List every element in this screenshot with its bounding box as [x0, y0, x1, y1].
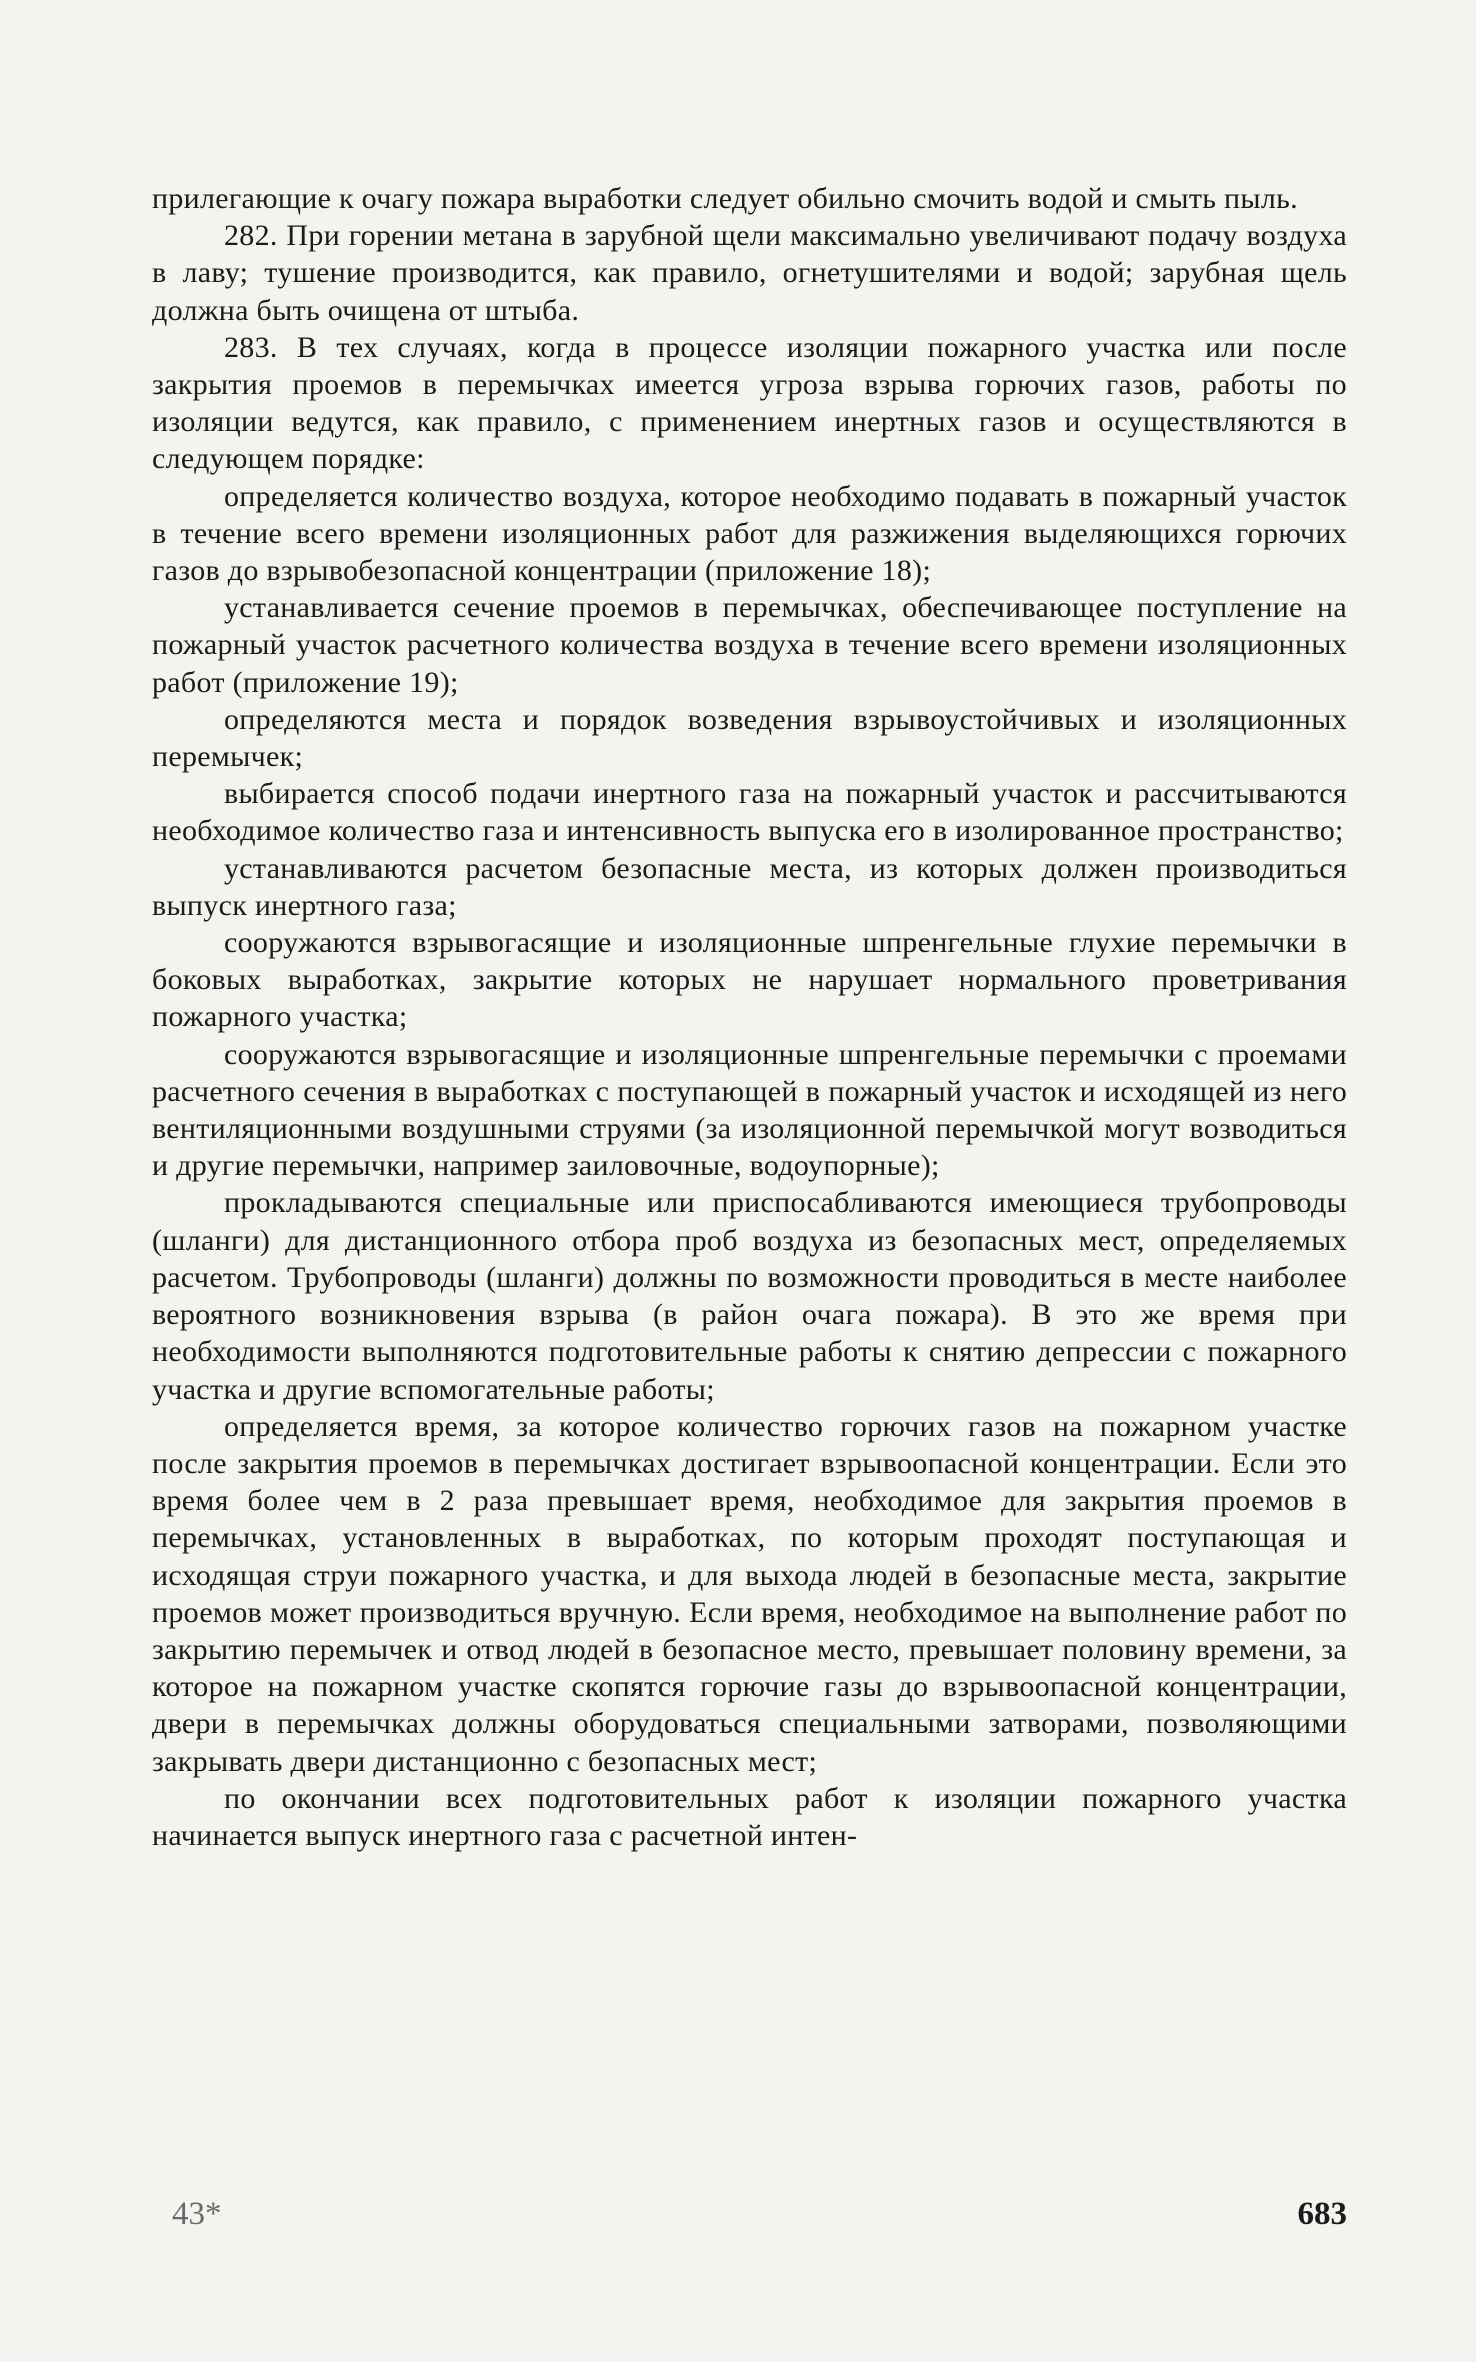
list-item: определяются места и порядок возведения взрывоустойчивых и изоляционных перемычек;	[152, 702, 1347, 774]
list-item: по окончании всех подготовительных работ к изоляции пожарного участка начинается выпуск инертного газа с расчетной интен-	[152, 1781, 1347, 1852]
list-item: сооружаются взрывогасящие и изоляционные шпренгельные перемычки с проемами расчетного сечения в выработках с поступающей в пожарный участок и исходящей из него вентиляционными воздушными струями (за изоляционной перемычкой могут возводиться и другие перемычки, например заиловочные, водоупорные);	[152, 1037, 1347, 1183]
signature-mark: 43*	[172, 2196, 222, 2232]
page-number: 683	[1297, 2196, 1347, 2232]
list-item: устанавливаются расчетом безопасные места, из которых должен производиться выпуск инертного газа;	[152, 851, 1347, 922]
paragraph-continuation: прилегающие к очагу пожара выработки следует обильно смочить водой и смыть пыль.	[152, 182, 1298, 215]
list-item: выбирается способ подачи инертного газа на пожарный участок и рассчитываются необходимое количество газа и интенсивность выпуска его в изолированное пространство;	[152, 777, 1347, 848]
page-body	[152, 180, 1347, 1854]
list-item: сооружаются взрывогасящие и изоляционные шпренгельные глухие перемычки в боковых выработках, закрытие которых не нарушает нормального проветривания пожарного участка;	[152, 926, 1347, 1034]
paragraph-283: 283. В тех случаях, когда в процессе изоляции пожарного участка или после закрытия проемов в перемычках имеется угроза взрыва горючих газов, работы по изоляции ведутся, как правило, с применением инертных газов и осуществляются в следующем порядке:	[152, 330, 1347, 476]
list-item: определяется количество воздуха, которое необходимо подавать в пожарный участок в течение всего времени изоляционных работ для разжижения выделяющихся горючих газов до взрывобезопасной концентрации (приложение 18);	[152, 479, 1347, 588]
list-item: устанавливается сечение проемов в перемычках, обеспечивающее поступление на пожарный участок расчетного количества воздуха в течение всего времени изоляционных работ (приложение 19);	[152, 591, 1347, 699]
paragraph-282: 282. При горении метана в зарубной щели максимально увеличивают подачу воздуха в лаву; тушение производится, как правило, огнетушителями и водой; зарубная щель должна быть очищена от штыба.	[152, 219, 1347, 327]
list-item: прокладываются специальные или приспосабливаются имеющиеся трубопроводы (шланги) для дистанционного отбора проб воздуха из безопасных мест, определяемых расчетом. Трубопроводы (шланги) должны по возможности проводиться в месте наиболее вероятного возникновения взрыва (в район очага пожара). В это же время при необходимости выполняются подготовительные работы к снятию депрессии с пожарного участка и другие вспомогательные работы;	[152, 1186, 1347, 1406]
list-item: определяется время, за которое количество горючих газов на пожарном участке после закрытия проемов в перемычках достигает взрывоопасной концентрации. Если это время более чем в 2 раза превышает время, необходимое для закрытия проемов в перемычках, установленных в выработках, по которым проходят поступающая и исходящая струи пожарного участка, и для выхода людей в безопасные места, закрытие проемов может производиться вручную. Если время, необходимое на выполнение работ по закрытию перемычек и отвод людей в безопасное место, превышает половину времени, за которое на пожарном участке скопятся горючие газы до взрывоопасной концентрации, двери в перемычках должны оборудоваться специальными затворами, позволяющими закрывать двери дистанционно с безопасных мест;	[152, 1409, 1347, 1778]
